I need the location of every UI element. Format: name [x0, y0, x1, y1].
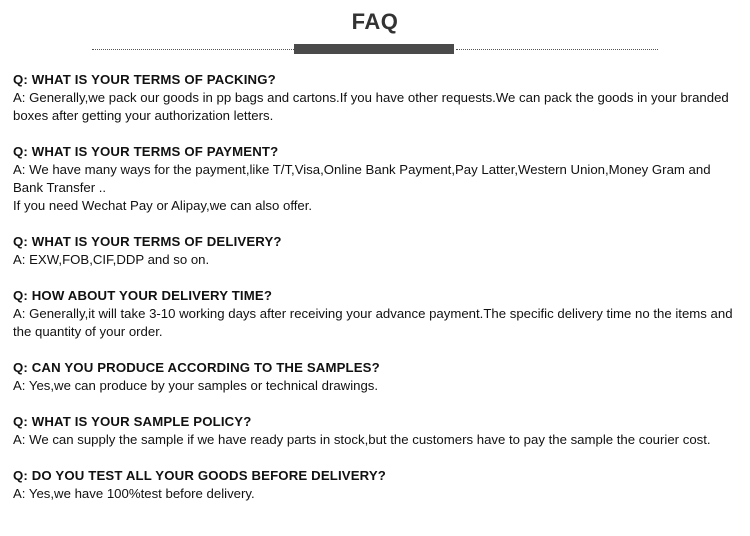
faq-list [13, 71, 738, 521]
faq-answer: A: We can supply the sample if we have ready parts in stock,but the customers have to pay the sample the courier cost. [13, 432, 711, 447]
faq-question: Q: DO YOU TEST ALL YOUR GOODS BEFORE DELIVERY? [13, 468, 387, 483]
faq-item-packing [13, 71, 738, 125]
faq-question: Q: WHAT IS YOUR SAMPLE POLICY? [13, 414, 252, 429]
faq-item-payment [13, 143, 738, 215]
faq-question: Q: HOW ABOUT YOUR DELIVERY TIME? [13, 288, 273, 303]
faq-answer: A: Generally,we pack our goods in pp bags and cartons.If you have other requests.We can pack the goods in your branded boxes after getting your authorization letters. [13, 90, 729, 123]
divider-dotted-line-left [92, 49, 294, 50]
faq-question: Q: WHAT IS YOUR TERMS OF DELIVERY? [13, 234, 282, 249]
faq-item-delivery-terms [13, 233, 738, 269]
faq-answer: A: EXW,FOB,CIF,DDP and so on. [13, 252, 210, 267]
faq-answer-extra: If you need Wechat Pay or Alipay,we can also offer. [13, 198, 313, 213]
faq-answer: A: Yes,we have 100%test before delivery. [13, 486, 255, 501]
faq-question: Q: WHAT IS YOUR TERMS OF PAYMENT? [13, 144, 279, 159]
divider-dotted-line-right [456, 49, 658, 50]
title-divider [92, 44, 658, 54]
faq-item-samples [13, 359, 738, 395]
faq-question: Q: CAN YOU PRODUCE ACCORDING TO THE SAMPLES? [13, 360, 380, 375]
faq-answer: A: We have many ways for the payment,like T/T,Visa,Online Bank Payment,Pay Latter,Western Union,Money Gram and Bank Transfer .. [13, 162, 711, 195]
page-title: FAQ [351, 9, 399, 34]
divider-bar [294, 44, 454, 54]
faq-item-sample-policy [13, 413, 738, 449]
faq-answer: A: Generally,it will take 3-10 working days after receiving your advance payment.The specific delivery time no the items and the quantity of your order. [13, 306, 733, 339]
faq-item-delivery-time [13, 287, 738, 341]
faq-item-testing [13, 467, 738, 503]
faq-answer: A: Yes,we can produce by your samples or technical drawings. [13, 378, 379, 393]
faq-question: Q: WHAT IS YOUR TERMS OF PACKING? [13, 72, 276, 87]
